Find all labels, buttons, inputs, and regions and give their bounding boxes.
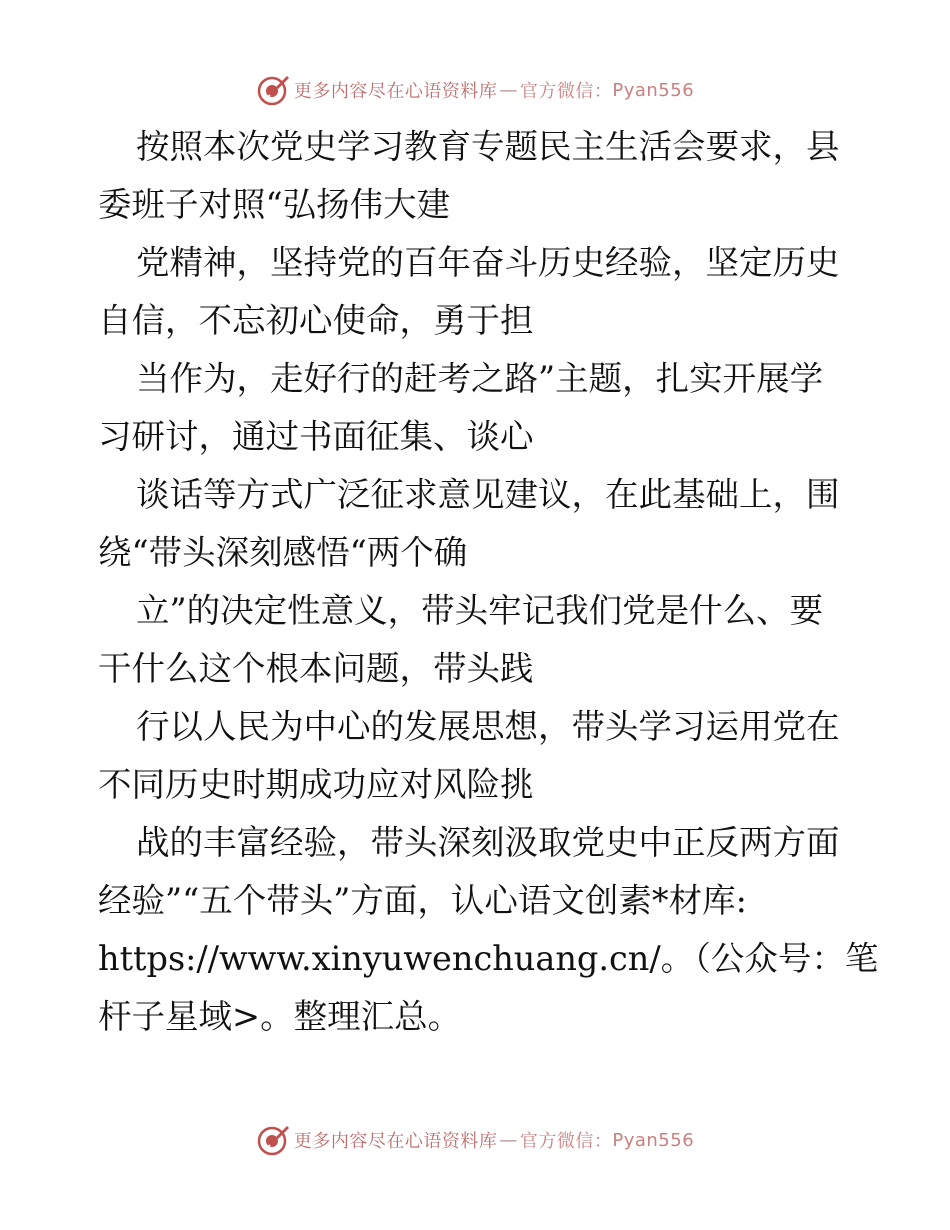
watermark-separator: —: [499, 1129, 518, 1151]
body-line: 委班子对照“弘扬伟大建: [98, 185, 451, 224]
body-line: 杆子星域>。整理汇总。: [98, 997, 462, 1036]
watermark-label: 更多内容尽在心语资料库: [293, 81, 498, 102]
pen-circle-logo-icon: [256, 73, 290, 107]
body-line: 绕“带头深刻感悟“两个确: [98, 533, 468, 572]
body-line: 当作为，走好行的赶考之路”主题，扎实开展学: [136, 359, 824, 398]
watermark-separator: —: [499, 79, 518, 101]
watermark-account-prefix: 官方微信：: [519, 81, 613, 102]
body-line: 习研讨，通过书面征集、谈心: [98, 417, 534, 456]
body-line: 立”的决定性意义，带头牢记我们党是什么、要: [136, 591, 824, 630]
watermark-account: Pyan556: [612, 1129, 695, 1151]
body-line: 干什么这个根本问题，带头践: [98, 649, 534, 688]
footer-watermark: [0, 1120, 950, 1160]
pen-circle-logo-icon: [256, 1123, 290, 1157]
watermark-account-prefix: 官方微信：: [519, 1131, 613, 1152]
body-line: 不同历史时期成功应对风险挑: [98, 765, 534, 804]
body-line: 谈话等方式广泛征求意见建议，在此基础上，围: [136, 475, 840, 514]
header-watermark: [0, 70, 950, 110]
body-line: 战的丰富经验，带头深刻汲取党史中正反两方面: [136, 823, 840, 862]
document-body: [98, 118, 879, 1046]
watermark-label: 更多内容尽在心语资料库: [293, 1131, 498, 1152]
body-line: 行以人民为中心的发展思想，带头学习运用党在: [136, 707, 840, 746]
body-line: 自信，不忘初心使命，勇于担: [98, 301, 534, 340]
body-line: 经验”“五个带头”方面，认心语文创素*材库:: [98, 881, 747, 920]
watermark-account: Pyan556: [612, 79, 695, 101]
body-line: 按照本次党史学习教育专题民主生活会要求，县: [136, 127, 840, 166]
body-line: https://www.xinyuwenchuang.cn/。（公众号：笔: [98, 939, 879, 978]
body-line: 党精神，坚持党的百年奋斗历史经验，坚定历史: [136, 243, 840, 282]
